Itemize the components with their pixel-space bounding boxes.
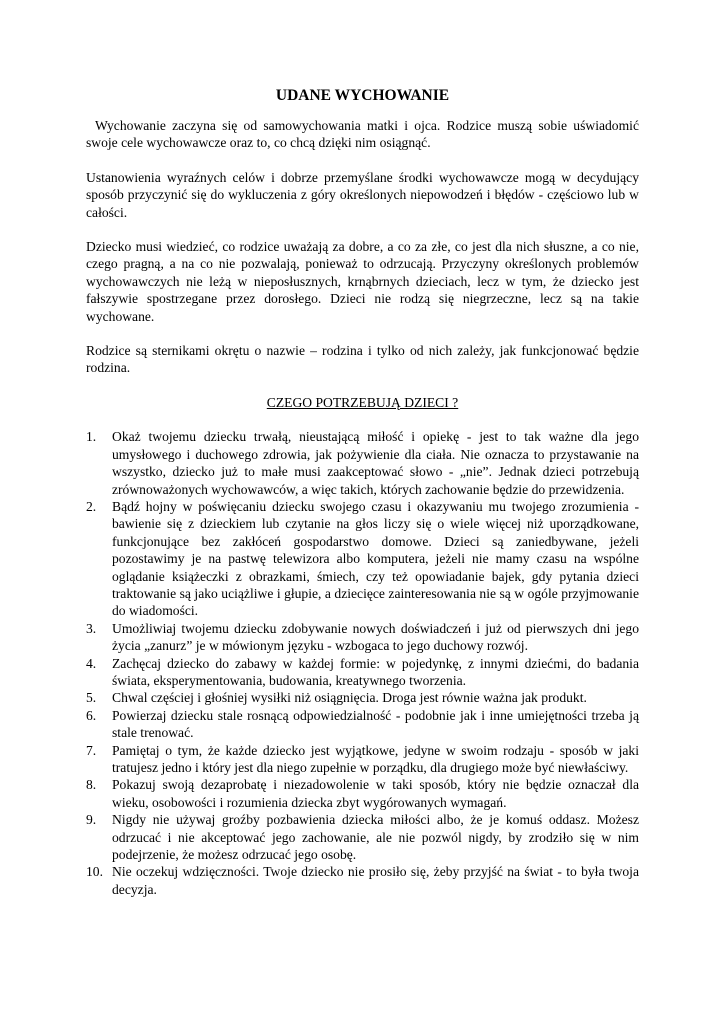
list-item-text: Nie oczekuj wdzięczności. Twoje dziecko nie prosiło się, żeby przyjść na świat - to była twoja decyzja.: [112, 864, 639, 897]
list-item-text: Nigdy nie używaj groźby pozbawienia dziecka miłości albo, że je komuś oddasz. Możesz odrzucać i nie akceptować jego zachowanie, ale nie pozwól nigdy, by zrodziło się w nim podejrzenie, że możesz odrzucać jego osobę.: [112, 812, 639, 863]
list-item: [86, 776, 639, 811]
list-item-text: Okaż twojemu dziecku trwałą, nieustającą miłość i opiekę - jest to tak ważne dla jego umysłowego i duchowego zdrowia, jak pożywienie dla ciała. Nie oznacza to przystawanie na wszystko, dziecko już to małe musi zaakceptować słowo - „nie”. Jednak dzieci potrzebują zrównoważonych wychowawców, a więc takich, których zachowanie będzie do przewidzenia.: [112, 429, 639, 497]
list-item-number: 5.: [86, 690, 97, 706]
list-item-text: Umożliwiaj twojemu dziecku zdobywanie nowych doświadczeń i już od pierwszych dni jego życia „zanurz” je w mówionym języku - wzbogaca to jego duchowy rozwój.: [112, 620, 639, 654]
list-item: [86, 811, 639, 863]
needs-list: [86, 428, 639, 898]
section-subtitle: CZEGO POTRZEBUJĄ DZIECI ?: [266, 394, 459, 410]
list-item-number: 3.: [86, 620, 97, 636]
list-item-number: 9.: [86, 812, 97, 828]
list-item-text: Bądź hojny w poświęcaniu dziecku swojego czasu i okazywaniu mu twojego zrozumienia - bawienie się z dzieckiem lub czytanie na głos liczy się o wiele więcej niż uporządkowane, funkcjonujące bez zakłóceń gospodarstwo domowe. Dzieci są zaniedbywane, jeżeli pozostawimy je na pastwę telewizora albo komputera, jeżeli nie mamy czasu na wspólne oglądanie książeczki z obrazkami, śmiech, czy też opowiadanie bajek, gdy pytania dzieci traktowanie są jako uciążliwe i głupie, a dziecięce zainteresowania nie są w ogóle przyjmowanie do wiadomości.: [112, 498, 639, 619]
list-item-number: 4.: [86, 655, 97, 671]
list-item: [86, 655, 639, 690]
list-item: [86, 707, 639, 742]
list-item: [86, 498, 639, 620]
paragraph-intro: Wychowanie zaczyna się od samowychowania matki i ojca. Rodzice muszą sobie uświadomić swoje cele wychowawcze oraz to, co chcą dzięki nim osiągnąć.: [86, 118, 639, 151]
list-item-number: 8.: [86, 777, 97, 793]
list-item-number: 1.: [86, 429, 97, 445]
list-item-text: Zachęcaj dziecko do zabawy w każdej formie: w pojedynkę, z innymi dziećmi, do badania świata, eksperymentowania, budowania, kreatywnego tworzenia.: [112, 655, 639, 688]
document-title: UDANE WYCHOWANIE: [275, 87, 450, 104]
list-item-text: Chwal częściej i głośniej wysiłki niż osiągnięcia. Droga jest równie ważna jak produkt.: [112, 690, 587, 706]
list-item: [86, 620, 639, 655]
list-item: [86, 863, 639, 898]
paragraph-parents-helmsmen: Rodzice są sternikami okrętu o nazwie – rodzina i tylko od nich zależy, jak funkcjonować będzie rodzina.: [86, 343, 639, 376]
list-item-number: 6.: [86, 707, 97, 723]
list-item: [86, 428, 639, 498]
list-item-number: 10.: [86, 864, 103, 880]
paragraph-child-knowledge: Dziecko musi wiedzieć, co rodzice uważają za dobre, a co za złe, co jest dla nich słuszne, a co nie, czego pragną, a na co nie pozwalają, ponieważ to odrzucają. Przyczyny określonych problemów wychowawczych nie leżą w nieposłusznych, krnąbrnych dzieciach, lecz w tym, że dziecko jest fałszywie spostrzegane przez dorosłego. Dzieci nie rodzą się niegrzeczne, lecz są na takie wychowane.: [86, 239, 639, 324]
list-item-text: Powierzaj dziecku stale rosnącą odpowiedzialność - podobnie jak i inne umiejętności trzeba ją stale trenować.: [112, 707, 639, 741]
list-item: [86, 689, 639, 706]
list-item-text: Pokazuj swoją dezaprobatę i niezadowolenie w taki sposób, który nie będzie oznaczał dla wieku, osobowości i rozumienia dziecka zbyt wygórowanych wymagań.: [112, 777, 639, 810]
document-page: [86, 86, 639, 898]
list-item-number: 7.: [86, 742, 97, 758]
list-item: [86, 742, 639, 777]
list-item-text: Pamiętaj o tym, że każde dziecko jest wyjątkowe, jedyne w swoim rodzaju - sposób w jaki tratujesz jedno i który jest dla niego zupełnie w porządku, dla drugiego może być niewłaściwy.: [112, 742, 639, 775]
list-item-number: 2.: [86, 498, 97, 514]
paragraph-goals: Ustanowienia wyraźnych celów i dobrze przemyślane środki wychowawcze mogą w decydujący sposób przyczynić się do wykluczenia z góry określonych niepowodzeń i błędów - częściowo lub w całości.: [86, 169, 639, 220]
